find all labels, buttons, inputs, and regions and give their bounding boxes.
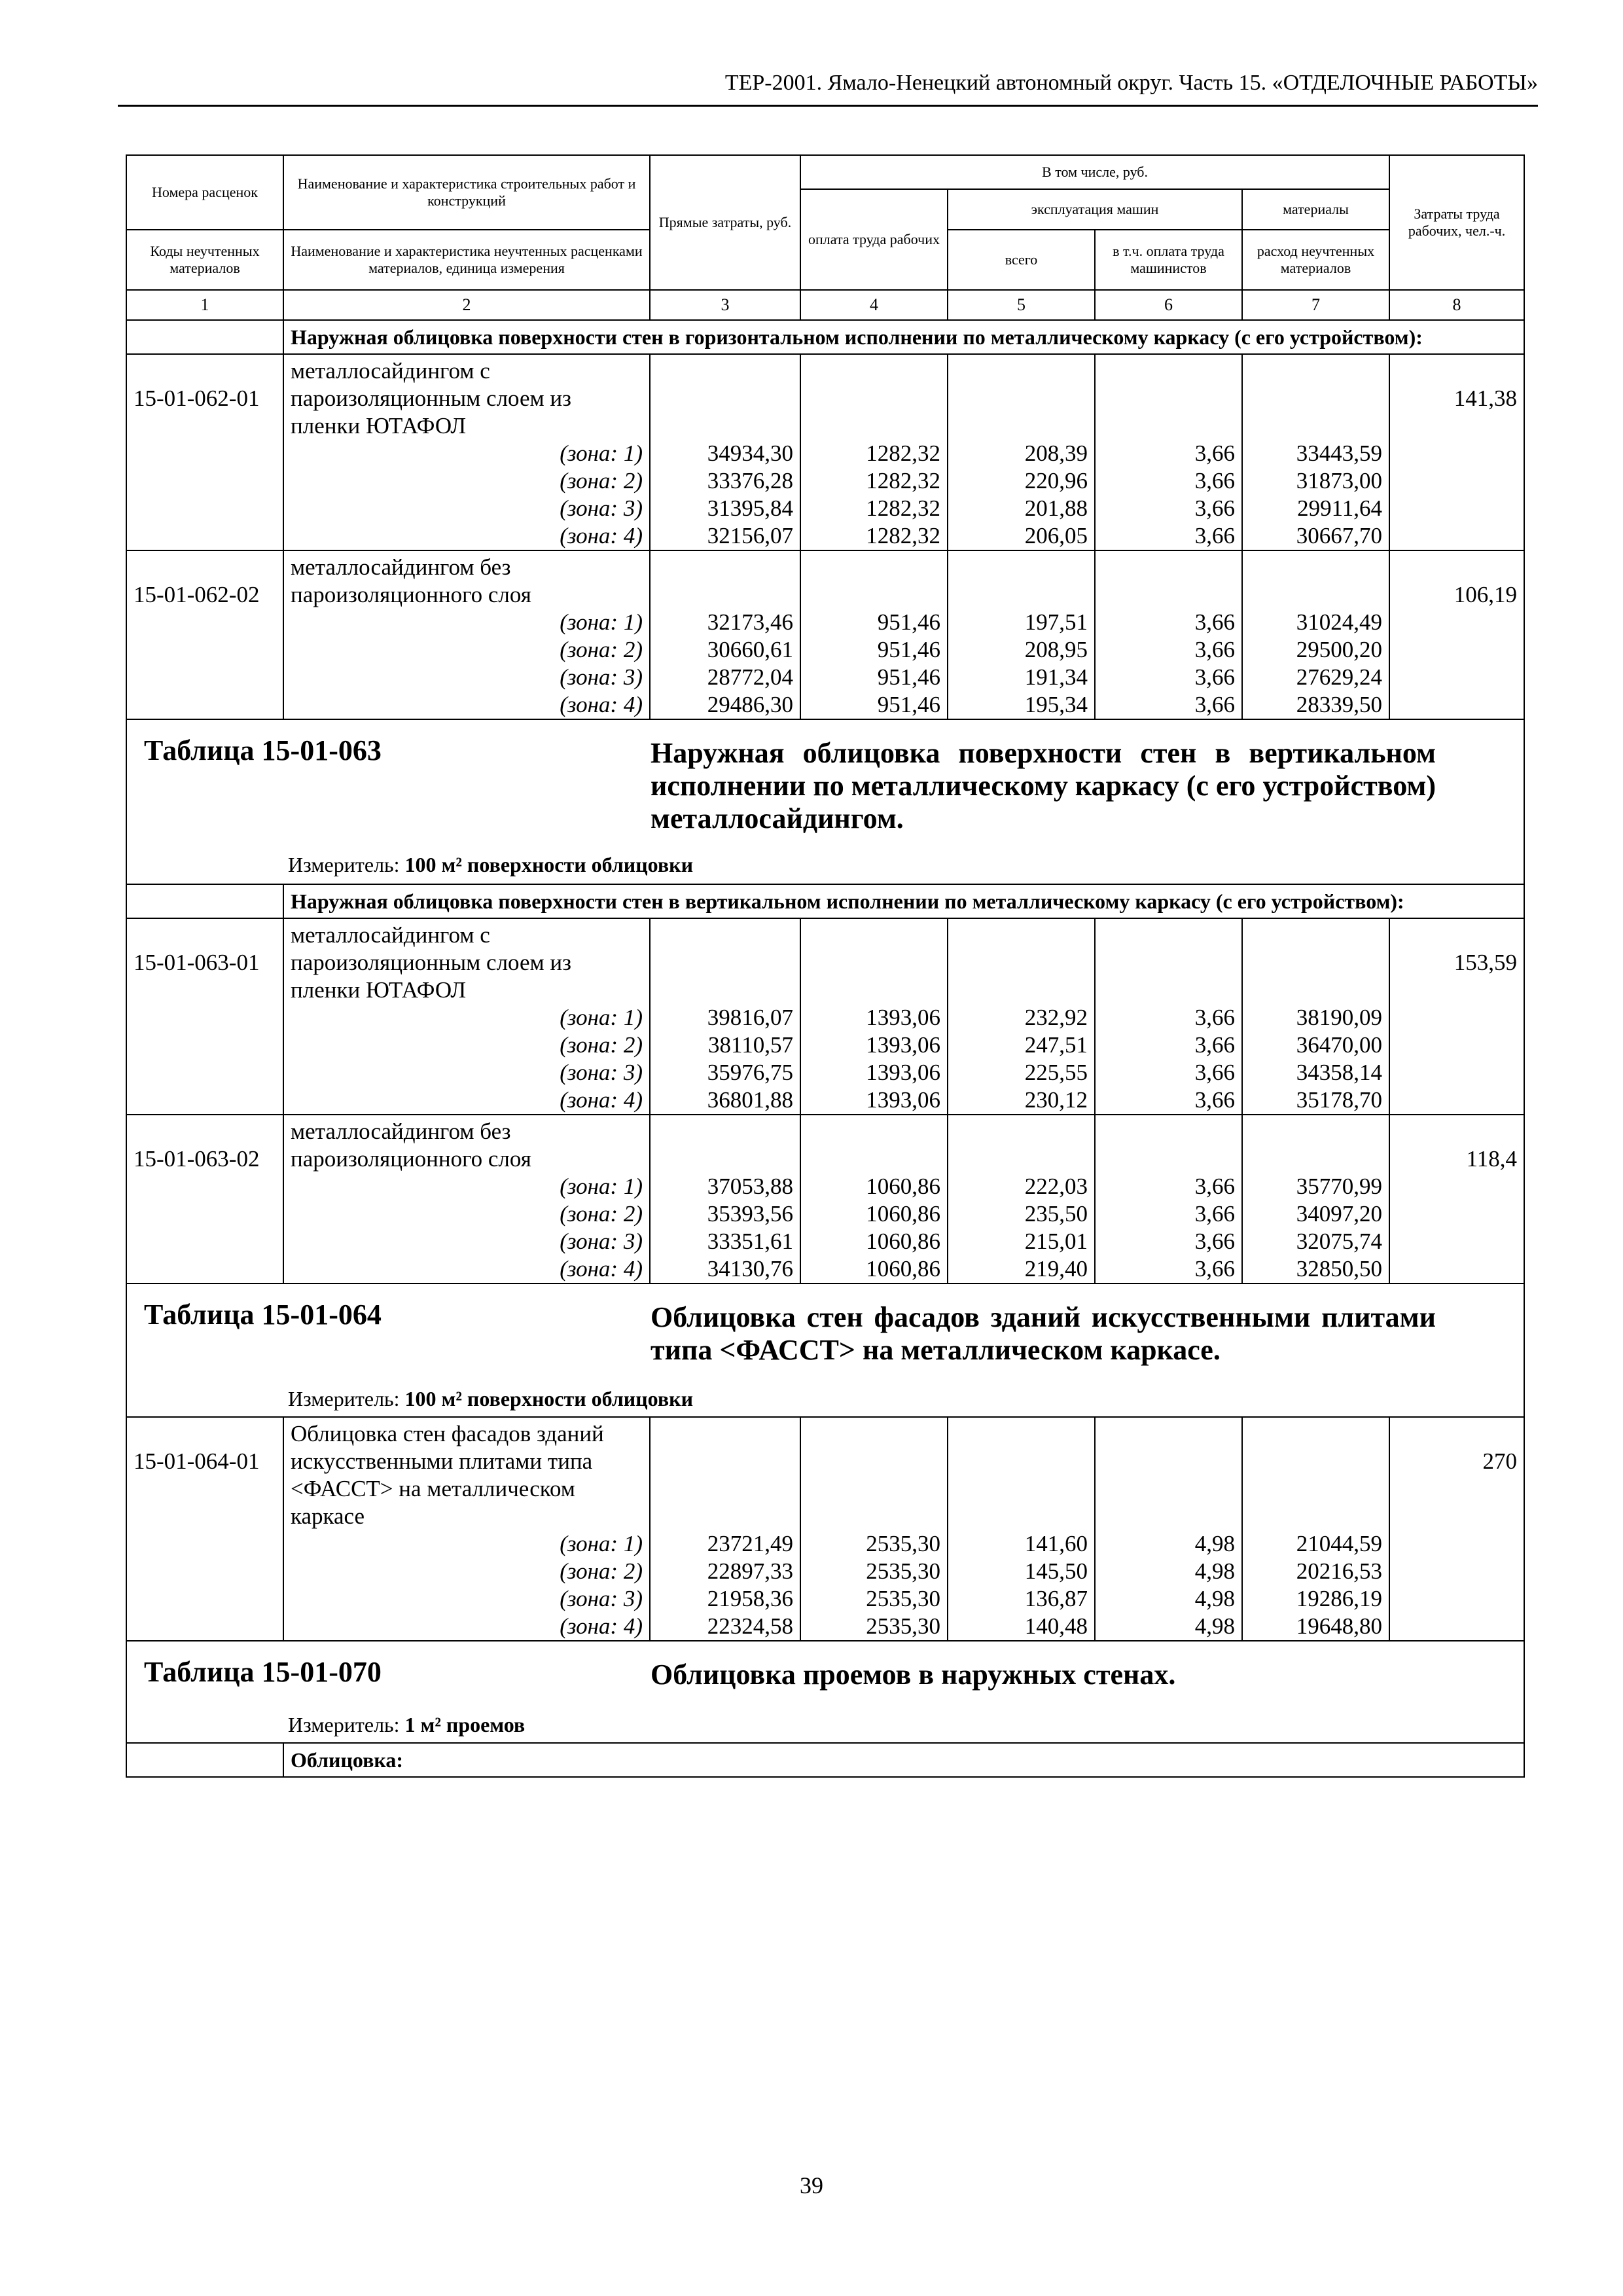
rate-code: 15-01-064-01 [126,1417,283,1641]
header-col6: в т.ч. оплата труда машинистов [1095,230,1242,290]
zone-value: 951,46 [800,609,948,636]
zone-value: 32075,74 [1242,1228,1389,1255]
empty-cell [948,918,1095,1004]
empty-cell [1095,918,1242,1004]
column-number: 4 [800,290,948,320]
zone-row [126,1200,1524,1228]
zone-value: 35770,99 [1242,1173,1389,1200]
zone-label: (зона: 3) [283,1059,650,1086]
zone-value: 34097,20 [1242,1200,1389,1228]
measure-unit [288,1711,525,1738]
zone-value: 1393,06 [800,1059,948,1086]
zone-row [126,1031,1524,1059]
labor-cost: 270 [1389,1417,1524,1641]
zone-value: 1060,86 [800,1255,948,1283]
zone-value: 1060,86 [800,1173,948,1200]
measure-label: Измеритель: [288,1713,400,1736]
table-title-block [126,719,1524,884]
zone-value: 2535,30 [800,1585,948,1613]
empty-cell [948,1417,1095,1530]
empty-cell [650,354,800,440]
zone-row [126,1530,1524,1558]
empty-cell [1095,550,1242,609]
zone-value: 219,40 [948,1255,1095,1283]
zone-label: (зона: 2) [283,1200,650,1228]
zone-value: 3,66 [1095,636,1242,664]
zone-value: 27629,24 [1242,664,1389,691]
zone-value: 3,66 [1095,1228,1242,1255]
zone-value: 222,03 [948,1173,1095,1200]
zone-value: 1282,32 [800,522,948,550]
zone-value: 225,55 [948,1059,1095,1086]
zone-value: 3,66 [1095,495,1242,522]
rate-code: 15-01-062-01 [126,354,283,550]
empty-cell [650,1115,800,1173]
zone-value: 1282,32 [800,467,948,495]
zone-row [126,1086,1524,1115]
zone-value: 232,92 [948,1004,1095,1031]
zone-value: 235,50 [948,1200,1095,1228]
zone-label: (зона: 4) [283,1255,650,1283]
zone-row [126,467,1524,495]
zone-row [126,1585,1524,1613]
zone-value: 29500,20 [1242,636,1389,664]
header-col8: Затраты труда рабочих, чел.-ч. [1389,155,1524,290]
zone-value: 1282,32 [800,440,948,467]
column-numbers-row [126,290,1524,320]
zone-value: 29486,30 [650,691,800,719]
section-title: Наружная облицовка поверхности стен в вертикальном исполнении по металлическому каркасу (с его устройством): [283,884,1524,918]
column-number: 6 [1095,290,1242,320]
zone-value: 35178,70 [1242,1086,1389,1115]
zone-value: 23721,49 [650,1530,800,1558]
header-col7: расход неучтенных материалов [1242,230,1389,290]
zone-label: (зона: 1) [283,1530,650,1558]
zone-value: 32850,50 [1242,1255,1389,1283]
header-col5: всего [948,230,1095,290]
zone-value: 1282,32 [800,495,948,522]
zone-value: 3,66 [1095,691,1242,719]
zone-value: 3,66 [1095,1255,1242,1283]
empty-cell [800,550,948,609]
zone-value: 1060,86 [800,1228,948,1255]
zone-value: 230,12 [948,1086,1095,1115]
header-col3: Прямые затраты, руб. [650,155,800,290]
column-number: 7 [1242,290,1389,320]
zone-label: (зона: 2) [283,636,650,664]
zone-value: 4,98 [1095,1585,1242,1613]
zone-value: 4,98 [1095,1558,1242,1585]
measure-value: 100 м² поверхности облицовки [404,853,694,876]
zone-value: 31024,49 [1242,609,1389,636]
zone-value: 3,66 [1095,1004,1242,1031]
rate-name: металлосайдингом с пароизоляционным слоем из пленки ЮТАФОЛ [283,918,650,1004]
header-machines: эксплуатация машин [948,189,1242,230]
zone-value: 951,46 [800,664,948,691]
table-body [126,155,1524,1777]
zone-value: 22897,33 [650,1558,800,1585]
zone-row [126,440,1524,467]
zone-value: 2535,30 [800,1558,948,1585]
zone-value: 1060,86 [800,1200,948,1228]
rate-row [126,1115,1524,1173]
empty-cell [1095,1115,1242,1173]
zone-value: 29911,64 [1242,495,1389,522]
empty-cell [948,1115,1095,1173]
zone-value: 33443,59 [1242,440,1389,467]
zone-value: 136,87 [948,1585,1095,1613]
empty-cell [1242,1417,1389,1530]
zone-row [126,636,1524,664]
zone-value: 3,66 [1095,522,1242,550]
measure-label: Измеритель: [288,1387,400,1410]
table-title [127,720,1524,884]
zone-value: 4,98 [1095,1530,1242,1558]
empty-cell [1242,550,1389,609]
zone-value: 3,66 [1095,1031,1242,1059]
measure-value: 1 м² проемов [404,1713,526,1736]
rate-row [126,354,1524,440]
header-col2-top: Наименование и характеристика строительных работ и конструкций [283,155,650,230]
section-title-row [126,1743,1524,1777]
page-header: ТЕР-2001. Ямало-Ненецкий автономный округ. Часть 15. «ОТДЕЛОЧНЫЕ РАБОТЫ» [118,71,1538,107]
zone-row [126,609,1524,636]
column-number: 5 [948,290,1095,320]
zone-value: 19648,80 [1242,1613,1389,1641]
rate-row [126,918,1524,1004]
zone-value: 951,46 [800,636,948,664]
section-title: Наружная облицовка поверхности стен в горизонтальном исполнении по металлическому каркасу (с его устройством): [283,320,1524,354]
labor-cost: 153,59 [1389,918,1524,1115]
column-number: 8 [1389,290,1524,320]
table-number: Таблица 15-01-064 [144,1299,382,1331]
empty-cell [948,550,1095,609]
zone-value: 197,51 [948,609,1095,636]
column-number: 3 [650,290,800,320]
section-title-row [126,320,1524,354]
empty-cell [1242,354,1389,440]
table-title [127,1641,1524,1742]
zone-row [126,664,1524,691]
zone-value: 3,66 [1095,1200,1242,1228]
table-title-block [126,1283,1524,1417]
column-number: 1 [126,290,283,320]
zone-value: 215,01 [948,1228,1095,1255]
zone-value: 30667,70 [1242,522,1389,550]
zone-value: 21044,59 [1242,1530,1389,1558]
zone-value: 247,51 [948,1031,1095,1059]
zone-row [126,1558,1524,1585]
labor-cost: 141,38 [1389,354,1524,550]
rate-row [126,550,1524,609]
table-caption: Облицовка проемов в наружных стенах. [651,1659,1176,1691]
rate-name: металлосайдингом без пароизоляционного слоя [283,1115,650,1173]
rate-name: металлосайдингом с пароизоляционным слоем из пленки ЮТАФОЛ [283,354,650,440]
rate-name: Облицовка стен фасадов зданий искусственными плитами типа <ФАССТ> на металлическом каркасе [283,1417,650,1530]
zone-value: 140,48 [948,1613,1095,1641]
zone-value: 19286,19 [1242,1585,1389,1613]
price-table [126,154,1525,1778]
zone-value: 4,98 [1095,1613,1242,1641]
zone-label: (зона: 4) [283,1613,650,1641]
zone-row [126,1173,1524,1200]
empty-cell [1242,1115,1389,1173]
zone-value: 22324,58 [650,1613,800,1641]
zone-row [126,1004,1524,1031]
zone-value: 3,66 [1095,440,1242,467]
header-including: В том числе, руб. [800,155,1389,189]
zone-value: 3,66 [1095,1173,1242,1200]
table-title-row [126,719,1524,884]
zone-value: 30660,61 [650,636,800,664]
zone-label: (зона: 1) [283,1004,650,1031]
zone-value: 21958,36 [650,1585,800,1613]
empty-cell [800,918,948,1004]
empty-cell [800,1115,948,1173]
zone-value: 28339,50 [1242,691,1389,719]
empty-cell [650,918,800,1004]
zone-label: (зона: 4) [283,691,650,719]
zone-value: 31395,84 [650,495,800,522]
zone-row [126,1228,1524,1255]
zone-value: 20216,53 [1242,1558,1389,1585]
zone-value: 145,50 [948,1558,1095,1585]
table-number: Таблица 15-01-063 [144,734,382,766]
zone-value: 2535,30 [800,1530,948,1558]
zone-value: 34934,30 [650,440,800,467]
zone-label: (зона: 4) [283,1086,650,1115]
zone-value: 206,05 [948,522,1095,550]
empty-cell [1095,1417,1242,1530]
zone-label: (зона: 2) [283,467,650,495]
rate-row [126,1417,1524,1530]
zone-label: (зона: 3) [283,495,650,522]
table-title-row [126,1283,1524,1417]
zone-label: (зона: 3) [283,1228,650,1255]
zone-value: 32156,07 [650,522,800,550]
zone-row [126,691,1524,719]
zone-value: 3,66 [1095,664,1242,691]
labor-cost: 118,4 [1389,1115,1524,1283]
section-code-cell [126,884,283,918]
zone-value: 3,66 [1095,609,1242,636]
zone-label: (зона: 1) [283,440,650,467]
column-number: 2 [283,290,650,320]
zone-row [126,522,1524,550]
zone-value: 36801,88 [650,1086,800,1115]
header-col1-top: Номера расценок [126,155,283,230]
section-code-cell [126,320,283,354]
zone-value: 1393,06 [800,1004,948,1031]
measure-unit [288,1385,693,1412]
measure-unit [288,851,693,878]
table-caption: Облицовка стен фасадов зданий искусственными плитами типа <ФАССТ> на металлическом каркасе. [651,1301,1436,1366]
zone-value: 951,46 [800,691,948,719]
measure-value: 100 м² поверхности облицовки [404,1387,694,1410]
zone-value: 3,66 [1095,1059,1242,1086]
empty-cell [1095,354,1242,440]
zone-value: 35976,75 [650,1059,800,1086]
labor-cost: 106,19 [1389,550,1524,719]
empty-cell [650,550,800,609]
header-col4: оплата труда рабочих [800,189,948,290]
zone-value: 1393,06 [800,1086,948,1115]
zone-value: 3,66 [1095,467,1242,495]
header-materials: материалы [1242,189,1389,230]
zone-value: 35393,56 [650,1200,800,1228]
zone-label: (зона: 1) [283,1173,650,1200]
empty-cell [1242,918,1389,1004]
rate-name: металлосайдингом без пароизоляционного слоя [283,550,650,609]
zone-value: 208,95 [948,636,1095,664]
zone-value: 34358,14 [1242,1059,1389,1086]
page-number: 39 [800,2172,823,2198]
zone-value: 195,34 [948,691,1095,719]
zone-row [126,1255,1524,1283]
header-col1-bottom: Коды неучтенных материалов [126,230,283,290]
table-caption: Наружная облицовка поверхности стен в вертикальном исполнении по металлическому каркасу (с его устройством) металлосайдингом. [651,737,1436,834]
zone-label: (зона: 3) [283,664,650,691]
table-number: Таблица 15-01-070 [144,1656,382,1688]
zone-value: 2535,30 [800,1613,948,1641]
table-title-block [126,1641,1524,1743]
header-row-1 [126,155,1524,189]
empty-cell [948,354,1095,440]
zone-label: (зона: 1) [283,609,650,636]
zone-value: 28772,04 [650,664,800,691]
zone-value: 191,34 [948,664,1095,691]
zone-value: 1393,06 [800,1031,948,1059]
zone-row [126,495,1524,522]
zone-label: (зона: 2) [283,1031,650,1059]
zone-value: 201,88 [948,495,1095,522]
table-title-row [126,1641,1524,1743]
zone-value: 3,66 [1095,1086,1242,1115]
empty-cell [650,1417,800,1530]
section-title-row [126,884,1524,918]
zone-value: 38110,57 [650,1031,800,1059]
rate-code: 15-01-063-01 [126,918,283,1115]
zone-value: 39816,07 [650,1004,800,1031]
zone-value: 32173,46 [650,609,800,636]
zone-value: 33351,61 [650,1228,800,1255]
zone-value: 38190,09 [1242,1004,1389,1031]
header-col2-bottom: Наименование и характеристика неучтенных расценками материалов, единица измерения [283,230,650,290]
section-title: Облицовка: [283,1743,1524,1777]
empty-cell [800,1417,948,1530]
zone-value: 37053,88 [650,1173,800,1200]
zone-row [126,1059,1524,1086]
zone-label: (зона: 4) [283,522,650,550]
zone-value: 141,60 [948,1530,1095,1558]
measure-label: Измеритель: [288,853,400,876]
rate-code: 15-01-062-02 [126,550,283,719]
table-title [127,1284,1524,1416]
empty-cell [800,354,948,440]
zone-value: 31873,00 [1242,467,1389,495]
zone-value: 220,96 [948,467,1095,495]
zone-value: 208,39 [948,440,1095,467]
zone-value: 33376,28 [650,467,800,495]
zone-value: 34130,76 [650,1255,800,1283]
zone-value: 36470,00 [1242,1031,1389,1059]
zone-label: (зона: 3) [283,1585,650,1613]
section-code-cell [126,1743,283,1777]
zone-label: (зона: 2) [283,1558,650,1585]
rate-code: 15-01-063-02 [126,1115,283,1283]
zone-row [126,1613,1524,1641]
